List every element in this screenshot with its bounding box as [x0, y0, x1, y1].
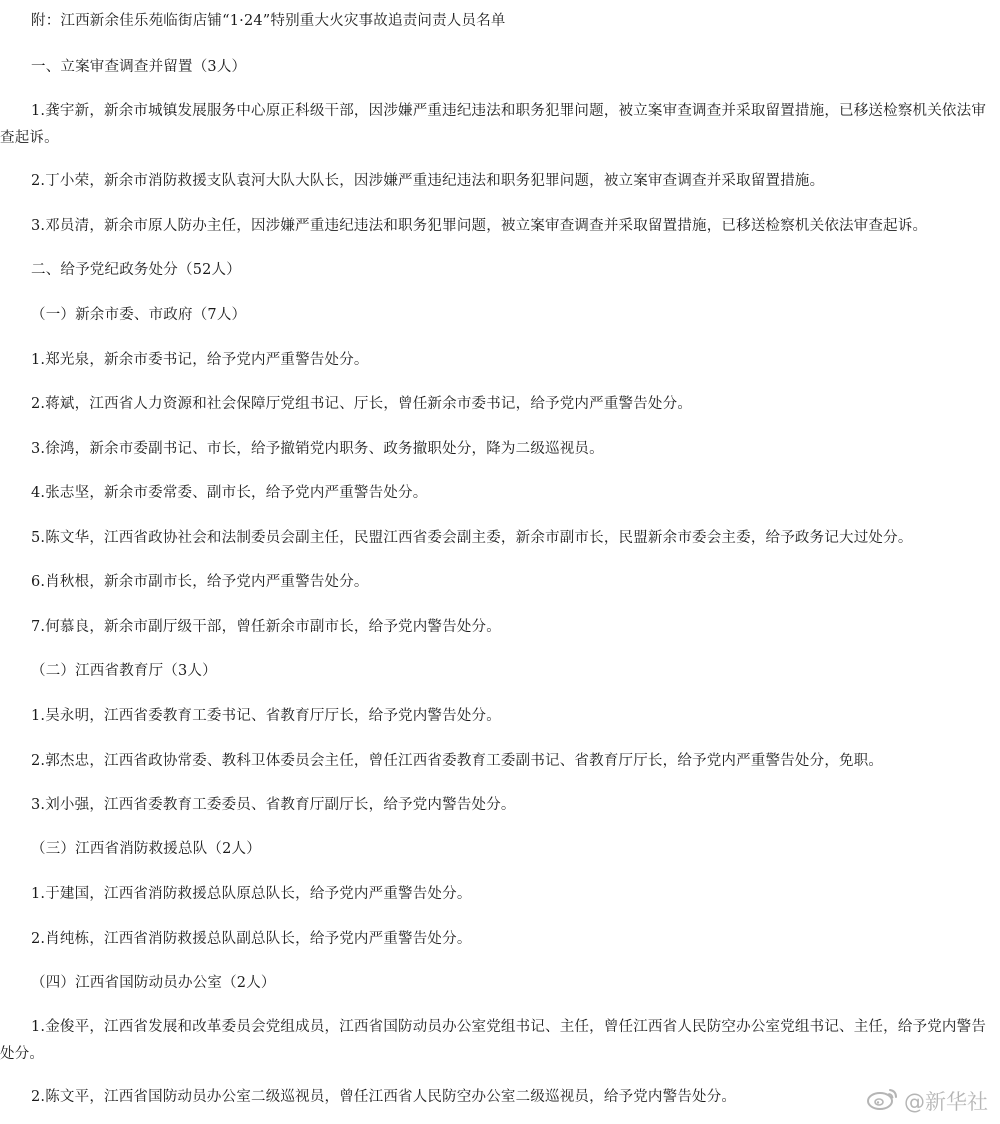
list-item: 2.郭杰忠，江西省政协常委、教科卫体委员会主任，曾任江西省委教育工委副书记、省教育厅厅长，给予党内严重警告处分，免职。	[31, 753, 884, 769]
group-heading-2: （二）江西省教育厅（3人）	[31, 663, 217, 679]
list-item: 3.徐鸿，新余市委副书记、市长，给予撤销党内职务、政务撤职处分，降为二级巡视员。	[31, 441, 604, 457]
list-item: 3.邓员清，新余市原人防办主任，因涉嫌严重违纪违法和职务犯罪问题，被立案审查调查并采取留置措施，已移送检察机关依法审查起诉。	[31, 218, 928, 234]
list-item: 1.吴永明，江西省委教育工委书记、省教育厅厅长，给予党内警告处分。	[31, 708, 501, 724]
list-item: 1.于建国，江西省消防救援总队原总队长，给予党内严重警告处分。	[31, 886, 472, 902]
weibo-icon	[866, 1085, 900, 1116]
list-item: 2.陈文平，江西省国防动员办公室二级巡视员，曾任江西省人民防空办公室二级巡视员，给予党内警告处分。	[31, 1089, 737, 1105]
list-item: 7.何慕良，新余市副厅级干部，曾任新余市副市长，给予党内警告处分。	[31, 619, 501, 635]
section-heading-2: 二、给予党纪政务处分（52人）	[31, 262, 241, 278]
list-item: 2.肖纯栋，江西省消防救援总队副总队长，给予党内严重警告处分。	[31, 931, 472, 947]
list-item: 1.金俊平，江西省发展和改革委员会党组成员，江西省国防动员办公室党组书记、主任，曾任江西省人民防空办公室党组书记、主任，给予党内警告处分。	[0, 1019, 987, 1062]
list-item: 1.郑光泉，新余市委书记，给予党内严重警告处分。	[31, 352, 369, 368]
list-item: 5.陈文华，江西省政协社会和法制委员会副主任，民盟江西省委会副主委，新余市副市长，民盟新余市委会主委，给予政务记大过处分。	[31, 530, 913, 546]
list-item: 1.龚宇新，新余市城镇发展服务中心原正科级干部，因涉嫌严重违纪违法和职务犯罪问题，被立案审查调查并采取留置措施，已移送检察机关依法审查起诉。	[0, 103, 987, 146]
list-item: 3.刘小强，江西省委教育工委委员、省教育厅副厅长，给予党内警告处分。	[31, 797, 516, 813]
group-heading-3: （三）江西省消防救援总队（2人）	[31, 841, 261, 857]
list-item: 6.肖秋根，新余市副市长，给予党内严重警告处分。	[31, 574, 369, 590]
list-item: 4.张志坚，新余市委常委、副市长，给予党内严重警告处分。	[31, 485, 428, 501]
weibo-watermark	[866, 1085, 988, 1116]
group-heading-1: （一）新余市委、市政府（7人）	[31, 307, 247, 323]
list-item: 2.丁小荣，新余市消防救援支队袁河大队大队长，因涉嫌严重违纪违法和职务犯罪问题，被立案审查调查并采取留置措施。	[31, 173, 825, 189]
document-title: 附：江西新余佳乐苑临街店铺“1·24”特别重大火灾事故追责问责人员名单	[31, 13, 506, 29]
watermark-text: @新华社	[904, 1089, 988, 1114]
section-heading-1: 一、立案审查调查并留置（3人）	[31, 59, 247, 75]
group-heading-4: （四）江西省国防动员办公室（2人）	[31, 975, 276, 991]
list-item: 2.蒋斌，江西省人力资源和社会保障厅党组书记、厅长，曾任新余市委书记，给予党内严重警告处分。	[31, 396, 693, 412]
